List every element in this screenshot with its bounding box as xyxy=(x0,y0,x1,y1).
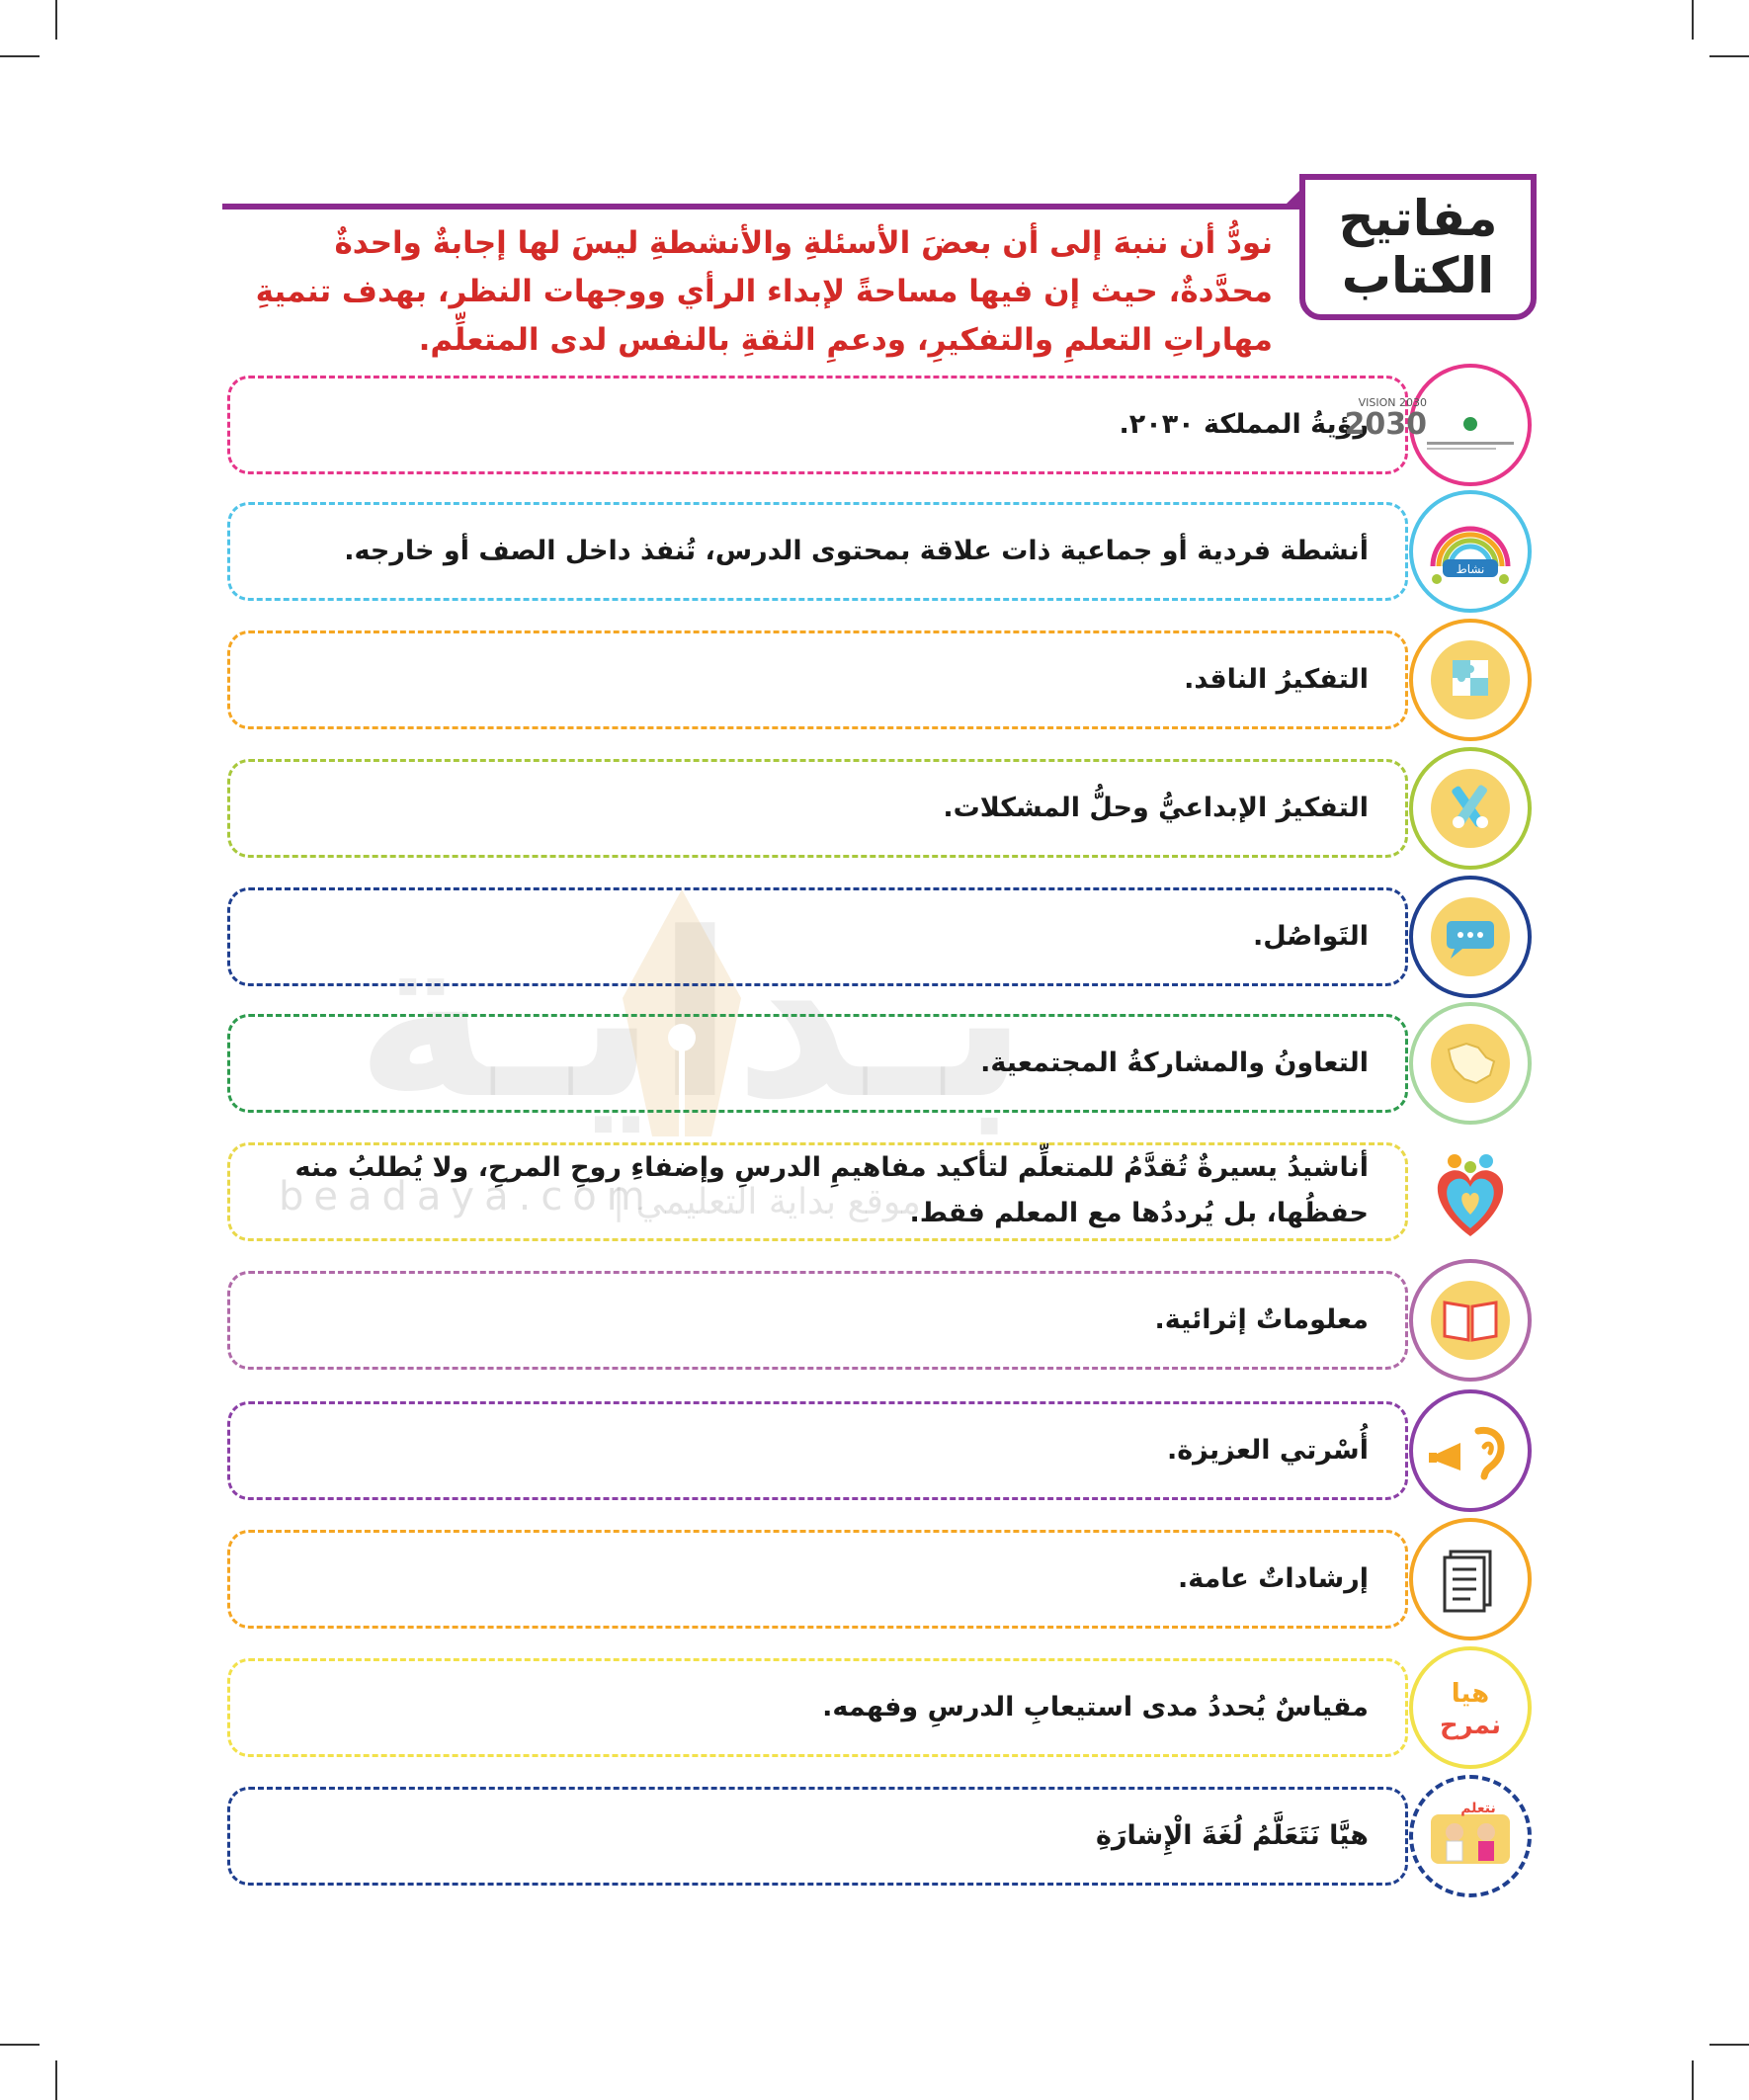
puzzle-icon xyxy=(1409,619,1532,741)
item-text: مقياسٌ يُحددُ مدى استيعابِ الدرسِ وفهمه. xyxy=(822,1692,1369,1722)
creative-tools-icon xyxy=(1409,747,1532,870)
item-text: التعاونُ والمشاركةُ المجتمعية. xyxy=(980,1048,1369,1078)
lets-play-icon xyxy=(1409,1646,1532,1769)
crop-mark xyxy=(0,55,40,57)
activity-rainbow-icon xyxy=(1409,490,1532,613)
crop-mark xyxy=(1692,2060,1694,2100)
watermark-brand: بـدايـة xyxy=(355,885,1029,1149)
crop-mark xyxy=(55,0,57,40)
intro-paragraph: نودُّ أن ننبهَ إلى أن بعضَ الأسئلةِ والأنشطةِ ليسَ لها إجابةٌ واحدةٌ محدَّدةٌ، حيث إن فيها مساحةً لإبداء الرأي ووجهات النظر، بهدف تنميةِ مهاراتِ التعلمِ والتفكيرِ، ودعمِ الثقةِ بالنفس لدى المتعلِّم. xyxy=(255,225,1273,358)
crop-mark xyxy=(1709,2044,1749,2046)
crop-mark xyxy=(1709,55,1749,57)
crop-mark xyxy=(0,2044,40,2046)
header-title-line1: مفاتيح xyxy=(1338,190,1498,247)
open-book-icon xyxy=(1409,1259,1532,1382)
ear-megaphone-icon xyxy=(1409,1389,1532,1512)
item-text: إرشاداتٌ عامة. xyxy=(1177,1563,1369,1594)
family-hearts-icon xyxy=(1409,1131,1532,1253)
play-badge-line1: هيا xyxy=(1451,1679,1490,1709)
sign-language-kids-icon xyxy=(1409,1775,1532,1897)
item-text: التَواصُل. xyxy=(1252,921,1369,952)
item-text: التفكيرُ الإبداعيُّ وحلُّ المشكلات. xyxy=(943,793,1369,823)
document-list-icon xyxy=(1409,1518,1532,1640)
svg-text:2030: 2030 xyxy=(1344,407,1427,442)
crop-mark xyxy=(1692,0,1694,40)
item-text: أنشطة فردية أو جماعية ذات علاقة بمحتوى الدرس، تُنفذ داخل الصف أو خارجه. xyxy=(344,536,1369,566)
watermark-url: beadaya.com xyxy=(279,1174,655,1219)
chat-bubble-icon xyxy=(1409,876,1532,998)
play-badge-line2: نمرح xyxy=(1439,1711,1502,1740)
crop-mark xyxy=(55,2060,57,2100)
header-rule xyxy=(222,204,1299,210)
item-text: معلوماتٌ إثرائية. xyxy=(1154,1304,1369,1335)
activity-badge-text: نشاط xyxy=(1456,562,1485,576)
header-title-box xyxy=(1299,174,1537,320)
sign-badge-text: نتعلم xyxy=(1460,1801,1496,1816)
item-text: أناشيدُ يسيرةٌ تُقدَّمُ للمتعلِّم لتأكيد مفاهيمِ الدرسِ وإضفاءِ روحِ المرحِ، ولا يُطلبُ منه حفظُها، بل يُرددُها مع المعلم فقط. xyxy=(294,1152,1369,1228)
header-title-line2: الكتاب xyxy=(1341,247,1495,304)
item-text: هيَّا نَتَعَلَّمُ لُغَةَ الْإِشارَةِ xyxy=(1096,1820,1369,1851)
vision-2030-logo-icon xyxy=(1344,364,1532,486)
item-text: التفكيرُ الناقد. xyxy=(1184,664,1369,695)
saudi-map-icon xyxy=(1409,1002,1532,1125)
item-text: رؤيةُ المملكة ٢٠٣٠. xyxy=(1119,409,1369,440)
logo-vision-word: VISION 2030 xyxy=(1358,396,1427,409)
watermark-subtitle: موقع بداية التعليمي | xyxy=(613,1182,921,1222)
item-text: أُسْرتي العزيزة. xyxy=(1166,1435,1369,1466)
